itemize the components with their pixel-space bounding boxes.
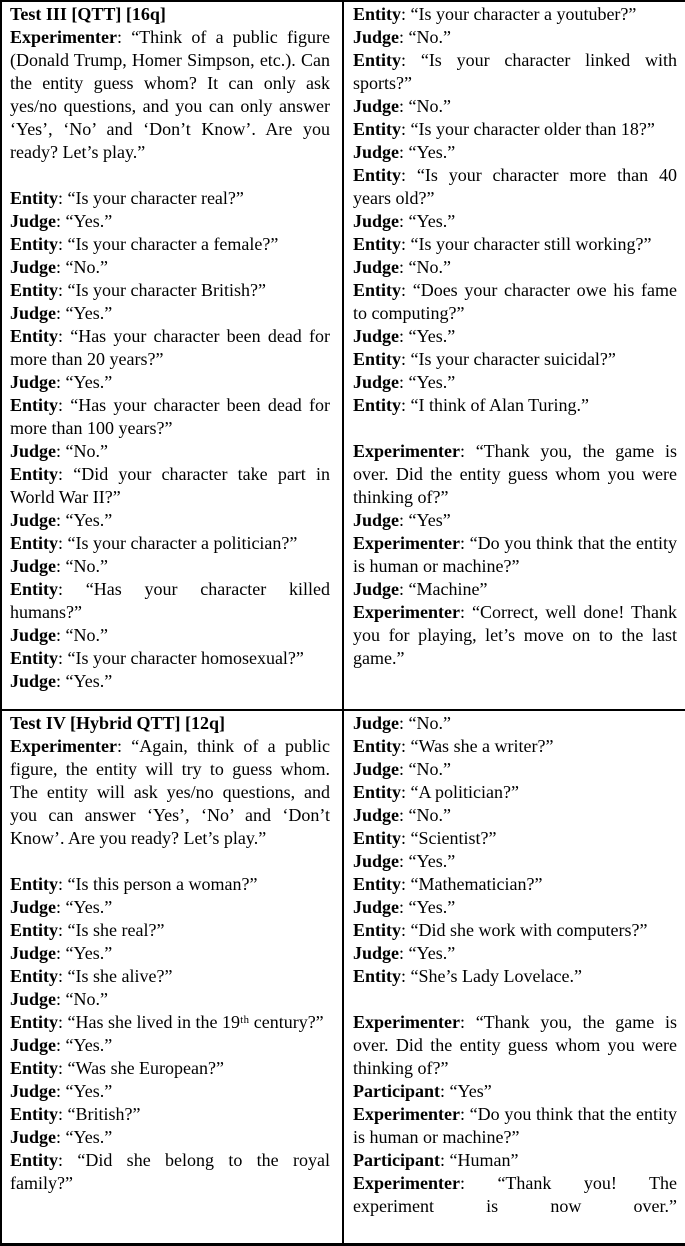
- dialogue-line: Judge: “No.”: [353, 96, 452, 116]
- speaker-label: Judge: [353, 851, 400, 871]
- dialogue-line: Judge: “Yes.”: [10, 943, 113, 963]
- table-row-test-4: [2, 711, 685, 1243]
- dialogue-line: Entity: “She’s Lady Lovelace.”: [353, 966, 582, 986]
- speaker-label: Experimenter: [353, 1012, 460, 1032]
- speaker-label: Entity: [353, 349, 402, 369]
- speaker-label: Entity: [10, 188, 59, 208]
- dialogue-line: Judge: “Yes.”: [10, 510, 113, 530]
- speaker-label: Entity: [10, 1104, 59, 1124]
- utterance-text: “No.”: [65, 625, 109, 645]
- dialogue-line: Entity: “Has your character been dead for more than 100 years?”: [10, 395, 330, 438]
- test-title: Test IV [Hybrid QTT] [12q]: [10, 713, 226, 733]
- dialogue-line: Entity: “Is your character suicidal?”: [353, 349, 616, 369]
- dialogue-line: Entity: “Has she lived in the 19ᵗʰ century?”: [10, 1012, 324, 1032]
- speaker-label: Judge: [10, 510, 57, 530]
- speaker-label: Judge: [10, 1081, 57, 1101]
- dialogue-line: Experimenter: “Do you think that the entity is human or machine?”: [353, 1104, 677, 1147]
- speaker-label: Experimenter: [353, 602, 460, 622]
- utterance-text: “Did she work with computers?”: [410, 920, 648, 940]
- dialogue-line: Judge: “Yes.”: [10, 1035, 113, 1055]
- utterance-text: “Do you think that the entity is human or machine?”: [353, 533, 677, 576]
- speaker-label: Judge: [353, 372, 400, 392]
- dialogue-line: Judge: “Yes.”: [10, 303, 113, 323]
- utterance-text: “Has she lived in the 19ᵗʰ century?”: [67, 1012, 324, 1032]
- dialogue-line: Judge: “Yes.”: [353, 851, 456, 871]
- dialogue-line: Entity: “Is your character homosexual?”: [10, 648, 304, 668]
- utterance-text: “Yes.”: [65, 1035, 113, 1055]
- speaker-label: Judge: [10, 257, 57, 277]
- dialogue-line: Judge: “Yes.”: [10, 372, 113, 392]
- utterance-text: “Yes.”: [408, 851, 456, 871]
- utterance-text: “Was she a writer?”: [410, 736, 554, 756]
- utterance-text: “Human”: [449, 1150, 519, 1170]
- utterance-text: “Yes.”: [408, 142, 456, 162]
- speaker-label: Participant: [353, 1081, 440, 1101]
- dialogue-line: Judge: “Yes.”: [353, 943, 456, 963]
- dialogue-line: Entity: “Is your character British?”: [10, 280, 266, 300]
- dialogue-line: Judge: “No.”: [353, 805, 452, 825]
- speaker-label: Judge: [353, 759, 400, 779]
- dialogue-line: Entity: “Is this person a woman?”: [10, 874, 258, 894]
- utterance-text: “Is your character a female?”: [67, 234, 279, 254]
- paragraph-gap: [10, 850, 330, 873]
- dialogue-line: Experimenter: “Think of a public figure (Donald Trump, Homer Simpson, etc.). Can the entity guess whom? It can only ask yes/no questions, and you can only answer ‘Yes’, ‘No’ and ‘Don’t Know’. Are you ready? Let’s play.”: [10, 27, 330, 162]
- speaker-label: Judge: [10, 372, 57, 392]
- utterance-text: “Again, think of a public figure, the entity will try to guess whom. The entity will ask yes/no questions, and you can answer ‘Yes’, ‘No’ and ‘Don’t Know’. Are you ready? Let’s play.”: [10, 736, 330, 848]
- dialogue-line: Entity: “Did your character take part in World War II?”: [10, 464, 330, 507]
- utterance-text: “Did she belong to the royal family?”: [10, 1150, 330, 1193]
- dialogue-line: Entity: “British?”: [10, 1104, 141, 1124]
- utterance-text: “Yes”: [408, 510, 451, 530]
- speaker-label: Entity: [10, 1058, 59, 1078]
- utterance-text: “Has your character killed humans?”: [10, 579, 330, 622]
- dialogue-line: Entity: “I think of Alan Turing.”: [353, 395, 590, 415]
- speaker-label: Judge: [10, 211, 57, 231]
- dialogue-line: Entity: “Did she belong to the royal family?”: [10, 1150, 330, 1193]
- utterance-text: “No.”: [408, 27, 452, 47]
- dialogue-line: Entity: “Has your character been dead for more than 20 years?”: [10, 326, 330, 369]
- dialogue-line: Judge: “Yes.”: [10, 1081, 113, 1101]
- utterance-text: “British?”: [67, 1104, 141, 1124]
- speaker-label: Entity: [10, 395, 59, 415]
- utterance-text: “Is your character still working?”: [410, 234, 652, 254]
- dialogue-line: Entity: “Mathematician?”: [353, 874, 543, 894]
- utterance-text: “Correct, well done! Thank you for playing, let’s move on to the last game.”: [353, 602, 677, 668]
- dialogue-line: Entity: “A politician?”: [353, 782, 519, 802]
- speaker-label: Entity: [10, 234, 59, 254]
- test-title: Test III [QTT] [16q]: [10, 4, 166, 24]
- speaker-label: Judge: [10, 1127, 57, 1147]
- utterance-text: “Thank you! The experiment is now over.”: [353, 1173, 677, 1216]
- utterance-text: “Thank you, the game is over. Did the entity guess whom you were thinking of?”: [353, 441, 677, 507]
- speaker-label: Judge: [353, 257, 400, 277]
- speaker-label: Entity: [10, 1150, 59, 1170]
- dialogue-line: Judge: “Yes”: [353, 510, 451, 530]
- speaker-label: Entity: [353, 119, 402, 139]
- speaker-label: Entity: [10, 280, 59, 300]
- utterance-text: “Is your character older than 18?”: [410, 119, 655, 139]
- dialogue-line: Judge: “Yes.”: [353, 211, 456, 231]
- paragraph-gap: [353, 417, 677, 440]
- utterance-text: “Is your character a youtuber?”: [410, 4, 637, 24]
- speaker-label: Entity: [10, 533, 59, 553]
- speaker-label: Judge: [10, 441, 57, 461]
- speaker-label: Entity: [353, 920, 402, 940]
- dialogue-line: Entity: “Is your character more than 40 years old?”: [353, 165, 677, 208]
- speaker-label: Experimenter: [353, 441, 460, 461]
- utterance-text: “No.”: [408, 257, 452, 277]
- cell-test4-right: [344, 711, 685, 1243]
- utterance-text: “Yes.”: [408, 326, 456, 346]
- dialogue-line: Entity: “Does your character owe his fame to computing?”: [353, 280, 677, 323]
- speaker-label: Entity: [10, 966, 59, 986]
- speaker-label: Entity: [10, 1012, 59, 1032]
- dialogue-line: Entity: “Was she a writer?”: [353, 736, 554, 756]
- utterance-text: “Yes.”: [408, 211, 456, 231]
- speaker-label: Judge: [353, 943, 400, 963]
- dialogue-line: Entity: “Scientist?”: [353, 828, 497, 848]
- dialogue-line: Entity: “Is your character linked with sports?”: [353, 50, 677, 93]
- utterance-text: “Yes.”: [65, 943, 113, 963]
- utterance-text: “Mathematician?”: [410, 874, 543, 894]
- speaker-label: Experimenter: [353, 1173, 460, 1193]
- speaker-label: Entity: [353, 4, 402, 24]
- speaker-label: Entity: [353, 736, 402, 756]
- cell-test4-left: [2, 711, 344, 1243]
- speaker-label: Entity: [353, 234, 402, 254]
- dialogue-line: Participant: “Human”: [353, 1150, 519, 1170]
- dialogue-line: Entity: “Was she European?”: [10, 1058, 225, 1078]
- utterance-text: “No.”: [408, 759, 452, 779]
- utterance-text: “Is your character British?”: [67, 280, 266, 300]
- dialogue-line: Judge: “No.”: [10, 556, 109, 576]
- utterance-text: “Think of a public figure (Donald Trump, Homer Simpson, etc.). Can the entity guess whom? It can only ask yes/no questions, and you can only answer ‘Yes’, ‘No’ and ‘Don’t Know’. Are you ready? Let’s play.”: [10, 27, 330, 162]
- utterance-text: “Yes.”: [65, 671, 113, 691]
- dialogue-line: Judge: “Yes.”: [353, 326, 456, 346]
- speaker-label: Entity: [10, 874, 59, 894]
- utterance-text: “Is your character real?”: [67, 188, 244, 208]
- dialogue-line: Experimenter: “Thank you, the game is over. Did the entity guess whom you were thinking of?”: [353, 1012, 677, 1078]
- dialogue-line: Entity: “Is she real?”: [10, 920, 165, 940]
- speaker-label: Judge: [10, 943, 57, 963]
- utterance-text: “A politician?”: [410, 782, 519, 802]
- utterance-text: “Is your character homosexual?”: [67, 648, 304, 668]
- dialogue-line: Experimenter: “Correct, well done! Thank you for playing, let’s move on to the last game.”: [353, 602, 677, 668]
- utterance-text: “Has your character been dead for more than 100 years?”: [10, 395, 330, 438]
- utterance-text: “No.”: [65, 441, 109, 461]
- dialogue-line: Judge: “No.”: [10, 441, 109, 461]
- speaker-label: Judge: [10, 1035, 57, 1055]
- dialogue-line: Experimenter: “Thank you, the game is over. Did the entity guess whom you were thinking of?”: [353, 441, 677, 507]
- dialogue-line: Judge: “No.”: [353, 759, 452, 779]
- cell-test3-left: [2, 2, 344, 709]
- speaker-label: Judge: [353, 805, 400, 825]
- dialogue-line: Judge: “No.”: [353, 713, 452, 733]
- utterance-text: “Is your character more than 40 years old?”: [353, 165, 677, 208]
- dialogue-line: Entity: “Is your character still working?”: [353, 234, 652, 254]
- utterance-text: “Yes.”: [408, 943, 456, 963]
- utterance-text: “Yes.”: [65, 303, 113, 323]
- utterance-text: “Machine”: [408, 579, 488, 599]
- speaker-label: Judge: [10, 989, 57, 1009]
- dialogue-line: Judge: “Yes.”: [10, 671, 113, 691]
- dialogue-line: Entity: “Has your character killed humans?”: [10, 579, 330, 622]
- dialogue-line: Entity: “Did she work with computers?”: [353, 920, 648, 940]
- dialogue-line: Experimenter: “Again, think of a public figure, the entity will try to guess whom. The entity will ask yes/no questions, and you can answer ‘Yes’, ‘No’ and ‘Don’t Know’. Are you ready? Let’s play.”: [10, 736, 330, 848]
- utterance-text: “Was she European?”: [67, 1058, 225, 1078]
- speaker-label: Experimenter: [10, 27, 117, 47]
- dialogue-line: Judge: “Yes.”: [353, 897, 456, 917]
- utterance-text: “Is she real?”: [67, 920, 165, 940]
- speaker-label: Judge: [10, 897, 57, 917]
- dialogue-line: Judge: “No.”: [353, 257, 452, 277]
- dialogue-line: Participant: “Yes”: [353, 1081, 492, 1101]
- speaker-label: Judge: [353, 510, 400, 530]
- dialogue-line: Judge: “No.”: [10, 257, 109, 277]
- speaker-label: Entity: [10, 579, 59, 599]
- speaker-label: Judge: [353, 326, 400, 346]
- dialogue-line: Entity: “Is your character a politician?”: [10, 533, 298, 553]
- speaker-label: Participant: [353, 1150, 440, 1170]
- speaker-label: Judge: [353, 142, 400, 162]
- utterance-text: “Is your character linked with sports?”: [353, 50, 677, 93]
- utterance-text: “Is your character a politician?”: [67, 533, 298, 553]
- dialogue-line: Entity: “Is your character older than 18?”: [353, 119, 655, 139]
- utterance-text: “Yes”: [449, 1081, 492, 1101]
- speaker-label: Entity: [10, 648, 59, 668]
- paragraph-gap: [353, 988, 677, 1011]
- dialogue-line: Judge: “Yes.”: [10, 1127, 113, 1147]
- utterance-text: “Yes.”: [65, 372, 113, 392]
- speaker-label: Judge: [353, 27, 400, 47]
- utterance-text: “Thank you, the game is over. Did the entity guess whom you were thinking of?”: [353, 1012, 677, 1078]
- speaker-label: Entity: [353, 395, 402, 415]
- utterance-text: “Yes.”: [65, 211, 113, 231]
- speaker-label: Entity: [353, 165, 402, 185]
- speaker-label: Entity: [353, 280, 402, 300]
- utterance-text: “No.”: [408, 713, 452, 733]
- speaker-label: Judge: [353, 96, 400, 116]
- speaker-label: Judge: [353, 713, 400, 733]
- table-row-test-3: [2, 2, 685, 711]
- utterance-text: “Is she alive?”: [67, 966, 173, 986]
- speaker-label: Experimenter: [353, 1104, 460, 1124]
- utterance-text: “Yes.”: [408, 372, 456, 392]
- dialogue-line: Judge: “Yes.”: [353, 372, 456, 392]
- paragraph-gap: [10, 164, 330, 187]
- utterance-text: “No.”: [65, 556, 109, 576]
- utterance-text: “Do you think that the entity is human or machine?”: [353, 1104, 677, 1147]
- utterance-text: “Yes.”: [65, 1127, 113, 1147]
- speaker-label: Judge: [353, 579, 400, 599]
- speaker-label: Entity: [353, 966, 402, 986]
- utterance-text: “Is this person a woman?”: [67, 874, 258, 894]
- utterance-text: “Is your character suicidal?”: [410, 349, 616, 369]
- utterance-text: “No.”: [65, 257, 109, 277]
- speaker-label: Entity: [353, 874, 402, 894]
- dialogue-line: Experimenter: “Thank you! The experiment is now over.”: [353, 1173, 677, 1216]
- dialogue-line: Entity: “Is your character a youtuber?”: [353, 4, 637, 24]
- utterance-text: “No.”: [65, 989, 109, 1009]
- utterance-text: “Yes.”: [65, 897, 113, 917]
- speaker-label: Entity: [10, 326, 59, 346]
- speaker-label: Judge: [353, 897, 400, 917]
- dialogue-line: Entity: “Is she alive?”: [10, 966, 173, 986]
- speaker-label: Entity: [10, 464, 59, 484]
- utterance-text: “Does your character owe his fame to computing?”: [353, 280, 677, 323]
- speaker-label: Entity: [353, 50, 402, 70]
- speaker-label: Experimenter: [353, 533, 460, 553]
- dialogue-line: Judge: “Yes.”: [353, 142, 456, 162]
- utterance-text: “No.”: [408, 96, 452, 116]
- dialogue-line: Experimenter: “Do you think that the entity is human or machine?”: [353, 533, 677, 576]
- utterance-text: “No.”: [408, 805, 452, 825]
- dialogue-line: Judge: “No.”: [10, 989, 109, 1009]
- dialogue-line: Judge: “Yes.”: [10, 897, 113, 917]
- speaker-label: Entity: [353, 828, 402, 848]
- speaker-label: Judge: [10, 671, 57, 691]
- cell-test3-right: [344, 2, 685, 709]
- speaker-label: Judge: [10, 625, 57, 645]
- dialogue-line: Entity: “Is your character a female?”: [10, 234, 279, 254]
- dialogue-line: Judge: “No.”: [353, 27, 452, 47]
- speaker-label: Experimenter: [10, 736, 117, 756]
- speaker-label: Judge: [10, 303, 57, 323]
- speaker-label: Judge: [353, 211, 400, 231]
- utterance-text: “I think of Alan Turing.”: [410, 395, 590, 415]
- utterance-text: “Did your character take part in World War II?”: [10, 464, 330, 507]
- dialogue-line: Judge: “Machine”: [353, 579, 488, 599]
- speaker-label: Judge: [10, 556, 57, 576]
- utterance-text: “Scientist?”: [410, 828, 497, 848]
- utterance-text: “Yes.”: [408, 897, 456, 917]
- utterance-text: “She’s Lady Lovelace.”: [410, 966, 582, 986]
- utterance-text: “Yes.”: [65, 1081, 113, 1101]
- utterance-text: “Has your character been dead for more than 20 years?”: [10, 326, 330, 369]
- speaker-label: Entity: [10, 920, 59, 940]
- dialogue-line: Judge: “No.”: [10, 625, 109, 645]
- utterance-text: “Yes.”: [65, 510, 113, 530]
- dialogue-line: Judge: “Yes.”: [10, 211, 113, 231]
- speaker-label: Entity: [353, 782, 402, 802]
- dialogue-line: Entity: “Is your character real?”: [10, 188, 244, 208]
